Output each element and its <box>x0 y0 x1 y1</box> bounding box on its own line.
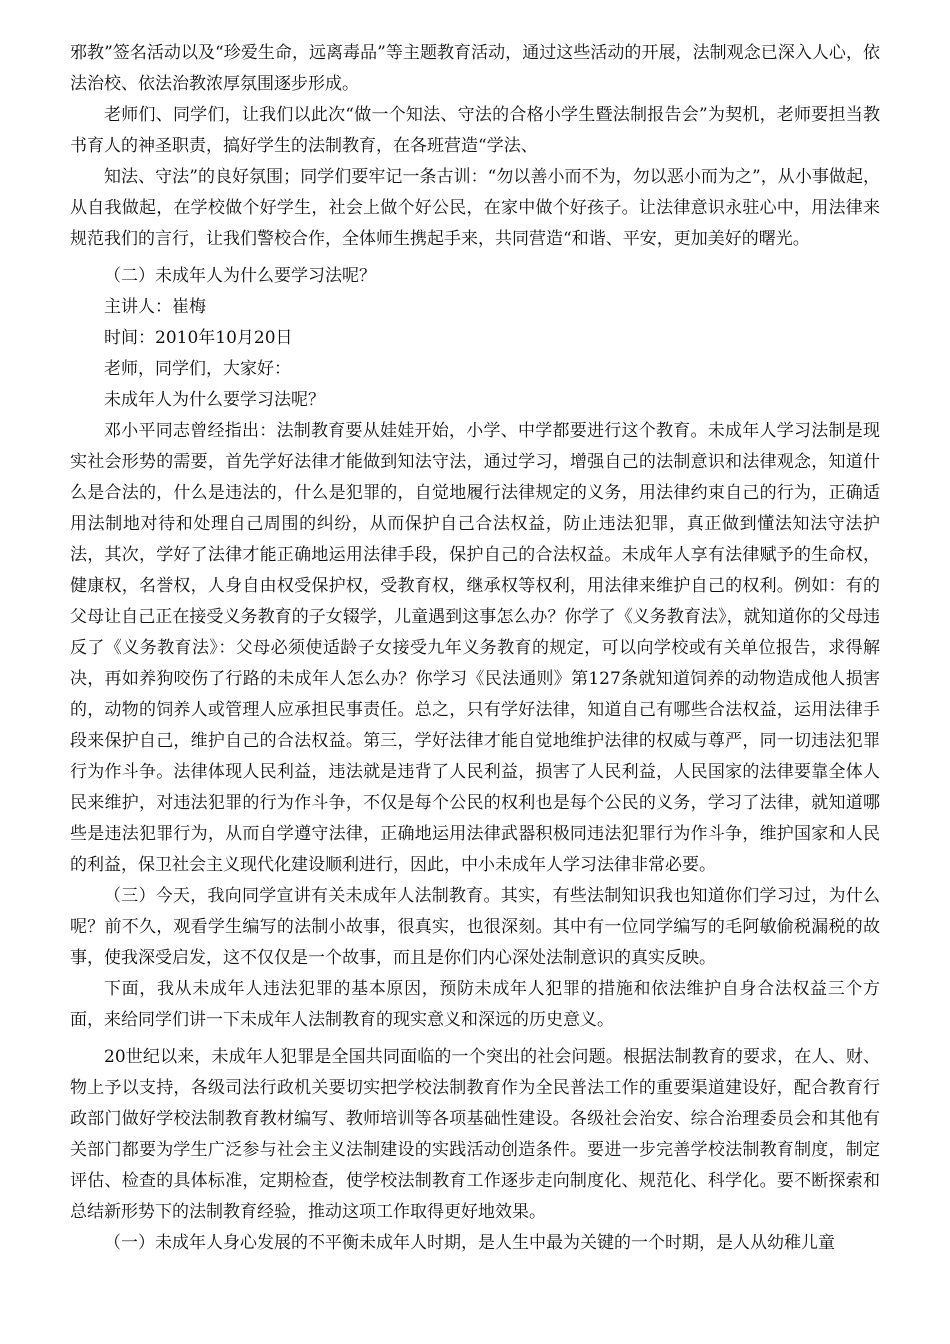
date-line: 时间：2010年10月20日 <box>104 328 293 348</box>
paragraph-subheading-1: （一）未成年人身心发展的不平衡未成年人时期，是人生中最为关键的一个时期，是人从幼稚儿童 <box>104 1233 835 1253</box>
speaker-line: 主讲人：崔梅 <box>104 297 206 317</box>
section-heading-3-paragraph: （三）今天，我向同学宣讲有关未成年人法制教育。其实，有些法制知识我也知道你们学习过，为什么呢？前不久，观看学生编写的法制小故事，很真实，也很深刻。其中有一位同学编写的毛阿敏偷税漏税的故事，使我深受启发，这不仅仅是一个故事，而且是你们内心深处法制意识的真实反映。 <box>70 886 880 968</box>
paragraph-appeal-continued: 知法、守法”的良好氛围；同学们要牢记一条古训：“勿以善小而不为，勿以恶小而为之”，从小事做起，从自我做起，在学校做个好学生，社会上做个好公民，在家中做个好孩子。让法律意识永驻心中，用法律来规范我们的言行，让我们警校合作，全体师生携起手来，共同营造“和谐、平安，更加美好的曙光。 <box>70 167 880 249</box>
question-line: 未成年人为什么要学习法呢？ <box>104 390 325 410</box>
section-heading-2: （二）未成年人为什么要学习法呢？ <box>104 266 376 286</box>
paragraph-intro-three-aspects: 下面，我从未成年人违法犯罪的基本原因，预防未成年人犯罪的措施和依法维护自身合法权益三个方面，来给同学们讲一下未成年人法制教育的现实意义和深远的历史意义。 <box>70 979 880 1030</box>
paragraph-continuation: 邪教”签名活动以及“珍爱生命，远离毒品”等主题教育活动，通过这些活动的开展，法制观念已深入人心，依法治校、依法治教浓厚氛围逐步形成。 <box>70 43 880 94</box>
paragraph-body-main: 邓小平同志曾经指出：法制教育要从娃娃开始，小学、中学都要进行这个教育。未成年人学习法制是现实社会形势的需要，首先学好法律才能做到知法守法，通过学习，增强自己的法制意识和法律观念，知道什么是合法的，什么是违法的，什么是犯罪的，自觉地履行法律规定的义务，用法律约束自己的行为，正确适用法制地对待和处理自己周围的纠纷，从而保护自己合法权益，防止违法犯罪，真正做到懂法知法守法护法，其次，学好了法律才能正确地运用法律手段，保护自己的合法权益。未成年人享有法律赋予的生命权，健康权，名誉权，人身自由权受保护权，受教育权，继承权等权利，用法律来维护自己的权利。例如：有的父母让自己正在接受义务教育的子女辍学，儿童遇到这事怎么办？你学了《义务教育法》，就知道你的父母违反了《义务教育法》：父母必须使适龄子女接受九年义务教育的规定，可以向学校或有关单位报告，求得解决，再如养狗咬伤了行路的未成年人怎么办？你学习《民法通则》第127条就知道饲养的动物造成他人损害的，动物的饲养人或管理人应承担民事责任。总之，只有学好法律，知道自己有哪些合法权益，运用法律手段来保护自己，维护自己的合法权益。第三，学好法律才能自觉地维护法律的权威与尊严，同一切违法犯罪行为作斗争。法律体现人民利益，违法就是违背了人民利益，损害了人民利益，人民国家的法律要靠全体人民来维护，对违法犯罪的行为作斗争，不仅是每个公民的权利也是每个公民的义务，学习了法律，就知道哪些是违法犯罪行为，从而自学遵守法律，正确地运用法律武器积极同违法犯罪行为作斗争，维护国家和人民的利益，保卫社会主义现代化建设顺利进行，因此，中小未成年人学习法律非常必要。 <box>70 421 880 875</box>
paragraph-appeal: 老师们、同学们，让我们以此次“做一个知法、守法的合格小学生暨法制报告会”为契机，老师要担当教书育人的神圣职责，搞好学生的法制教育，在各班营造“学法、 <box>70 105 880 156</box>
greeting-line: 老师，同学们，大家好： <box>104 359 291 379</box>
paragraph-20th-century: 20世纪以来，未成年人犯罪是全国共同面临的一个突出的社会问题。根据法制教育的要求，在人、财、物上予以支持，各级司法行政机关要切实把学校法制教育作为全民普法工作的重要渠道建设好，配合教育行政部门做好学校法制教育教材编写、教师培训等各项基础性建设。各级社会治安、综合治理委员会和其他有关部门都要为学生广泛参与社会主义法制建设的实践活动创造条件。要进一步完善学校法制教育制度，制定评估、检查的具体标准，定期检查，使学校法制教育工作逐步走向制度化、规范化、科学化。要不断探索和总结新形势下的法制教育经验，推动这项工作取得更好地效果。 <box>70 1047 880 1222</box>
